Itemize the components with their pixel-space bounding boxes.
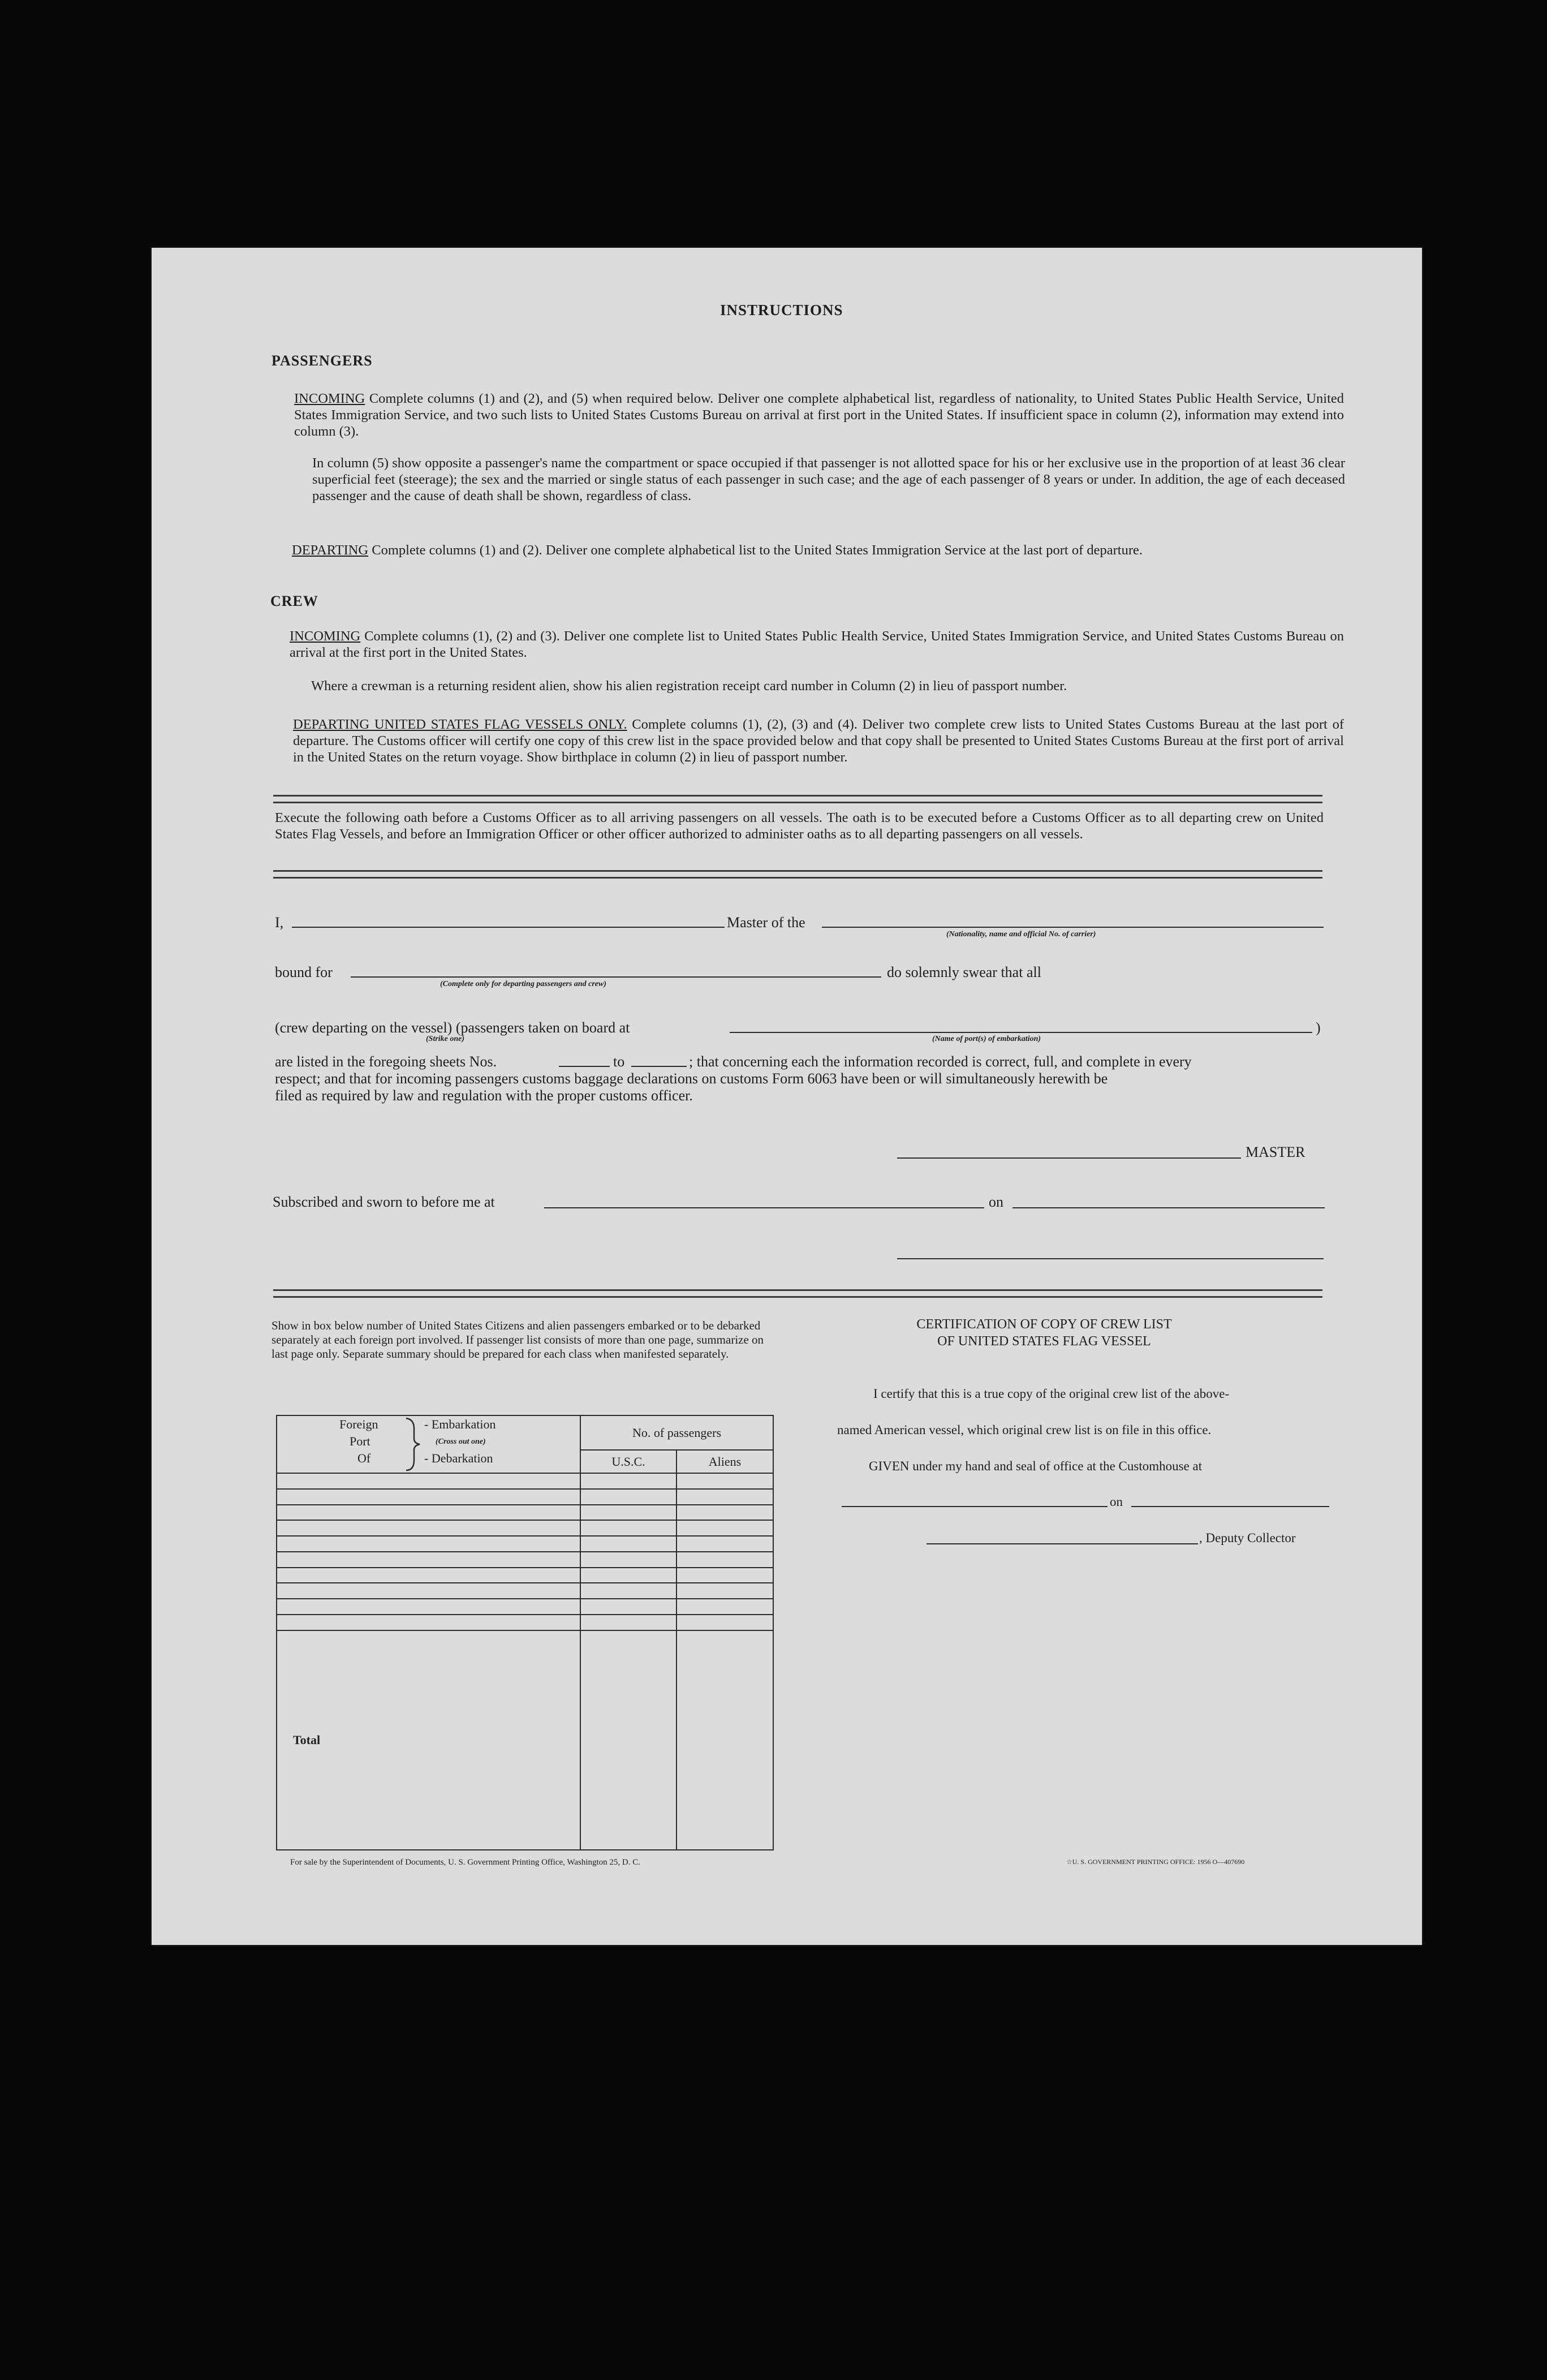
resident-alien-paragraph: Where a crewman is a returning resident alien, show his alien registration receipt card number in Column (2) in lieu of passport number.: [311, 678, 1067, 694]
port-cell[interactable]: [277, 1489, 580, 1505]
certification-on-label: on: [1110, 1495, 1123, 1509]
bound-for-field[interactable]: [351, 976, 881, 978]
carrier-field[interactable]: [822, 927, 1324, 928]
brace-icon: [403, 1417, 422, 1471]
passenger-summary-table: [276, 1415, 774, 1850]
aliens-cell[interactable]: [676, 1552, 773, 1568]
port-cell[interactable]: [277, 1473, 580, 1489]
oath-i-label: I,: [275, 914, 284, 931]
aliens-cell[interactable]: [676, 1583, 773, 1599]
aliens-cell[interactable]: [676, 1568, 773, 1583]
crew-departing-text: Complete columns (1), (2), (3) and (4). Deliver two complete crew lists to United States Customs Bureau at the last port of departure. The Customs officer will certify one copy of this crew list in the space provided below and that copy shall be presented to United States Customs Bureau at the first port of arrival in the United States on the return voyage. Show birthplace in column (2) in lieu of passport number.: [293, 717, 1344, 765]
total-label: Total: [277, 1630, 580, 1850]
customhouse-field[interactable]: [842, 1506, 1108, 1507]
listed-text-c: respect; and that for incoming passengers customs baggage declarations on customs Form 6063 have been or will simultaneously herewith be: [275, 1070, 1108, 1087]
certification-line-2: named American vessel, which original crew list is on file in this office.: [837, 1423, 1212, 1437]
separator-bottom: [273, 1289, 1322, 1298]
port-cell[interactable]: [277, 1552, 580, 1568]
listed-sheets-label: are listed in the foregoing sheets Nos.: [275, 1053, 497, 1070]
column5-paragraph: In column (5) show opposite a passenger's name the compartment or space occupied if that passenger is not allotted space for his or her exclusive use in the proportion of at least 36 clear superficial feet (steerage); the sex and the married or single status of each passenger in such case; and the age of each passenger of 8 years or under. In addition, the age of each deceased passenger and the cause of death shall be shown, regardless of class.: [312, 455, 1345, 503]
port-cell[interactable]: [277, 1599, 580, 1615]
crew-incoming-label: INCOMING: [290, 629, 361, 644]
certification-line-3: GIVEN under my hand and seal of office at the Customhouse at: [869, 1459, 1203, 1473]
passengers-incoming-label: INCOMING: [294, 391, 365, 406]
aliens-cell[interactable]: [676, 1599, 773, 1615]
aliens-cell[interactable]: [676, 1473, 773, 1489]
certification-line-1: I certify that this is a true copy of the original crew list of the above-: [873, 1387, 1230, 1401]
usc-cell[interactable]: [580, 1489, 676, 1505]
port-cell[interactable]: [277, 1505, 580, 1521]
passengers-departing-label: DEPARTING: [292, 543, 369, 558]
subscribed-on-label: on: [989, 1194, 1003, 1210]
total-aliens-cell[interactable]: [676, 1630, 773, 1850]
crew-departing-label: DEPARTING UNITED STATES FLAG VESSELS ONLY.: [293, 717, 627, 732]
port-embarkation-field[interactable]: [730, 1032, 1312, 1033]
crew-incoming-text: Complete columns (1), (2) and (3). Deliver one complete list to United States Public Health Service, United States Immigration Service, and United States Customs Bureau on arrival at the first port in the United States.: [290, 629, 1344, 660]
bound-hint: (Complete only for departing passengers and crew): [440, 980, 606, 988]
certification-title-2: OF UNITED STATES FLAG VESSEL: [937, 1334, 1151, 1349]
strike-hint: (Strike one): [426, 1035, 465, 1043]
port-header-cell: [277, 1415, 580, 1473]
aliens-cell[interactable]: [676, 1536, 773, 1552]
port-hint: (Name of port(s) of embarkation): [932, 1035, 1041, 1043]
crew-passengers-label: (crew departing on the vessel) (passengers taken on board at: [275, 1019, 630, 1036]
usc-cell[interactable]: [580, 1568, 676, 1583]
aliens-cell[interactable]: [676, 1489, 773, 1505]
aliens-cell[interactable]: [676, 1615, 773, 1630]
certification-date-field[interactable]: [1131, 1506, 1329, 1507]
oath-instruction: Execute the following oath before a Customs Officer as to all arriving passengers on all vessels. The oath is to be executed before a Customs Officer as to all departing crew on United States Flag Vessels, and before an Immigration Officer or other officer authorized to administer oaths as to all departing passengers on all vessels.: [275, 810, 1324, 842]
sheet-to-field[interactable]: [631, 1066, 687, 1067]
summary-instruction: Show in box below number of United States Citizens and alien passengers embarked or to be debarked separately at each foreign port involved. If passenger list consists of more than one page, summarize on last page only. Separate summary should be prepared for each class when manifested separately.: [272, 1319, 764, 1361]
passengers-departing-paragraph: [292, 542, 1344, 558]
crew-incoming-paragraph: [290, 628, 1344, 661]
no-passengers-header: No. of passengers: [580, 1415, 773, 1450]
port-label: Port: [350, 1434, 370, 1448]
usc-header: U.S.C.: [580, 1450, 676, 1473]
listed-text-b: ; that concerning each the information recorded is correct, full, and complete in every: [689, 1053, 1192, 1070]
listed-text-d: filed as required by law and regulation with the proper customs officer.: [275, 1087, 693, 1104]
usc-cell[interactable]: [580, 1615, 676, 1630]
total-usc-cell[interactable]: [580, 1630, 676, 1850]
separator-top: [273, 795, 1322, 803]
subscribed-date-field[interactable]: [1012, 1207, 1325, 1208]
passengers-departing-text: Complete columns (1) and (2). Deliver one complete alphabetical list to the United States Immigration Service at the last port of departure.: [368, 543, 1143, 558]
usc-cell[interactable]: [580, 1473, 676, 1489]
crew-heading: CREW: [270, 593, 318, 609]
bound-for-label: bound for: [275, 964, 333, 980]
master-signature-field[interactable]: [897, 1157, 1241, 1159]
close-paren: ): [1316, 1019, 1321, 1036]
port-cell[interactable]: [277, 1615, 580, 1630]
separator-mid: [273, 870, 1322, 879]
master-label: MASTER: [1246, 1144, 1305, 1160]
port-cell[interactable]: [277, 1520, 580, 1536]
aliens-header: Aliens: [676, 1450, 773, 1473]
listed-to-label: to: [613, 1053, 625, 1070]
of-label: Of: [357, 1451, 371, 1465]
port-cell[interactable]: [277, 1536, 580, 1552]
debarkation-label[interactable]: - Debarkation: [424, 1451, 493, 1465]
form-page: [152, 248, 1422, 1945]
passengers-incoming-text: Complete columns (1) and (2), and (5) when required below. Deliver one complete alphabetical list, regardless of nationality, to United States Public Health Service, United States Immigration Service, and two such lists to United States Customs Bureau on arrival at first port in the United States. If insufficient space in column (2), information may extend into column (3).: [294, 391, 1344, 439]
usc-cell[interactable]: [580, 1552, 676, 1568]
passengers-heading: PASSENGERS: [272, 352, 373, 369]
usc-cell[interactable]: [580, 1505, 676, 1521]
crew-departing-paragraph: [293, 716, 1344, 765]
footer-right: ☆U. S. GOVERNMENT PRINTING OFFICE: 1956 O—407690: [1066, 1858, 1245, 1866]
aliens-cell[interactable]: [676, 1505, 773, 1521]
usc-cell[interactable]: [580, 1536, 676, 1552]
sheet-from-field[interactable]: [559, 1066, 610, 1067]
subscribed-label: Subscribed and sworn to before me at: [273, 1194, 495, 1210]
cross-out-hint: (Cross out one): [436, 1438, 486, 1446]
foreign-label: Foreign: [339, 1417, 378, 1431]
usc-cell[interactable]: [580, 1599, 676, 1615]
usc-cell[interactable]: [580, 1520, 676, 1536]
port-cell[interactable]: [277, 1568, 580, 1583]
swear-label: do solemnly swear that all: [887, 964, 1041, 980]
certification-title-1: CERTIFICATION OF COPY OF CREW LIST: [916, 1317, 1172, 1332]
page-title: INSTRUCTIONS: [720, 302, 843, 319]
officer-signature-field[interactable]: [897, 1258, 1324, 1259]
subscribed-place-field[interactable]: [544, 1207, 984, 1208]
deputy-signature-field[interactable]: [927, 1543, 1198, 1544]
embarkation-label[interactable]: - Embarkation: [424, 1417, 496, 1431]
nationality-hint: (Nationality, name and official No. of carrier): [946, 930, 1096, 939]
passengers-incoming-paragraph: [294, 390, 1344, 440]
master-of-label: Master of the: [727, 914, 805, 931]
master-name-field[interactable]: [292, 927, 725, 928]
port-cell[interactable]: [277, 1583, 580, 1599]
usc-cell[interactable]: [580, 1583, 676, 1599]
footer-left: For sale by the Superintendent of Documents, U. S. Government Printing Office, Washington 25, D. C.: [290, 1858, 640, 1867]
deputy-collector-label: , Deputy Collector: [1199, 1531, 1296, 1545]
aliens-cell[interactable]: [676, 1520, 773, 1536]
